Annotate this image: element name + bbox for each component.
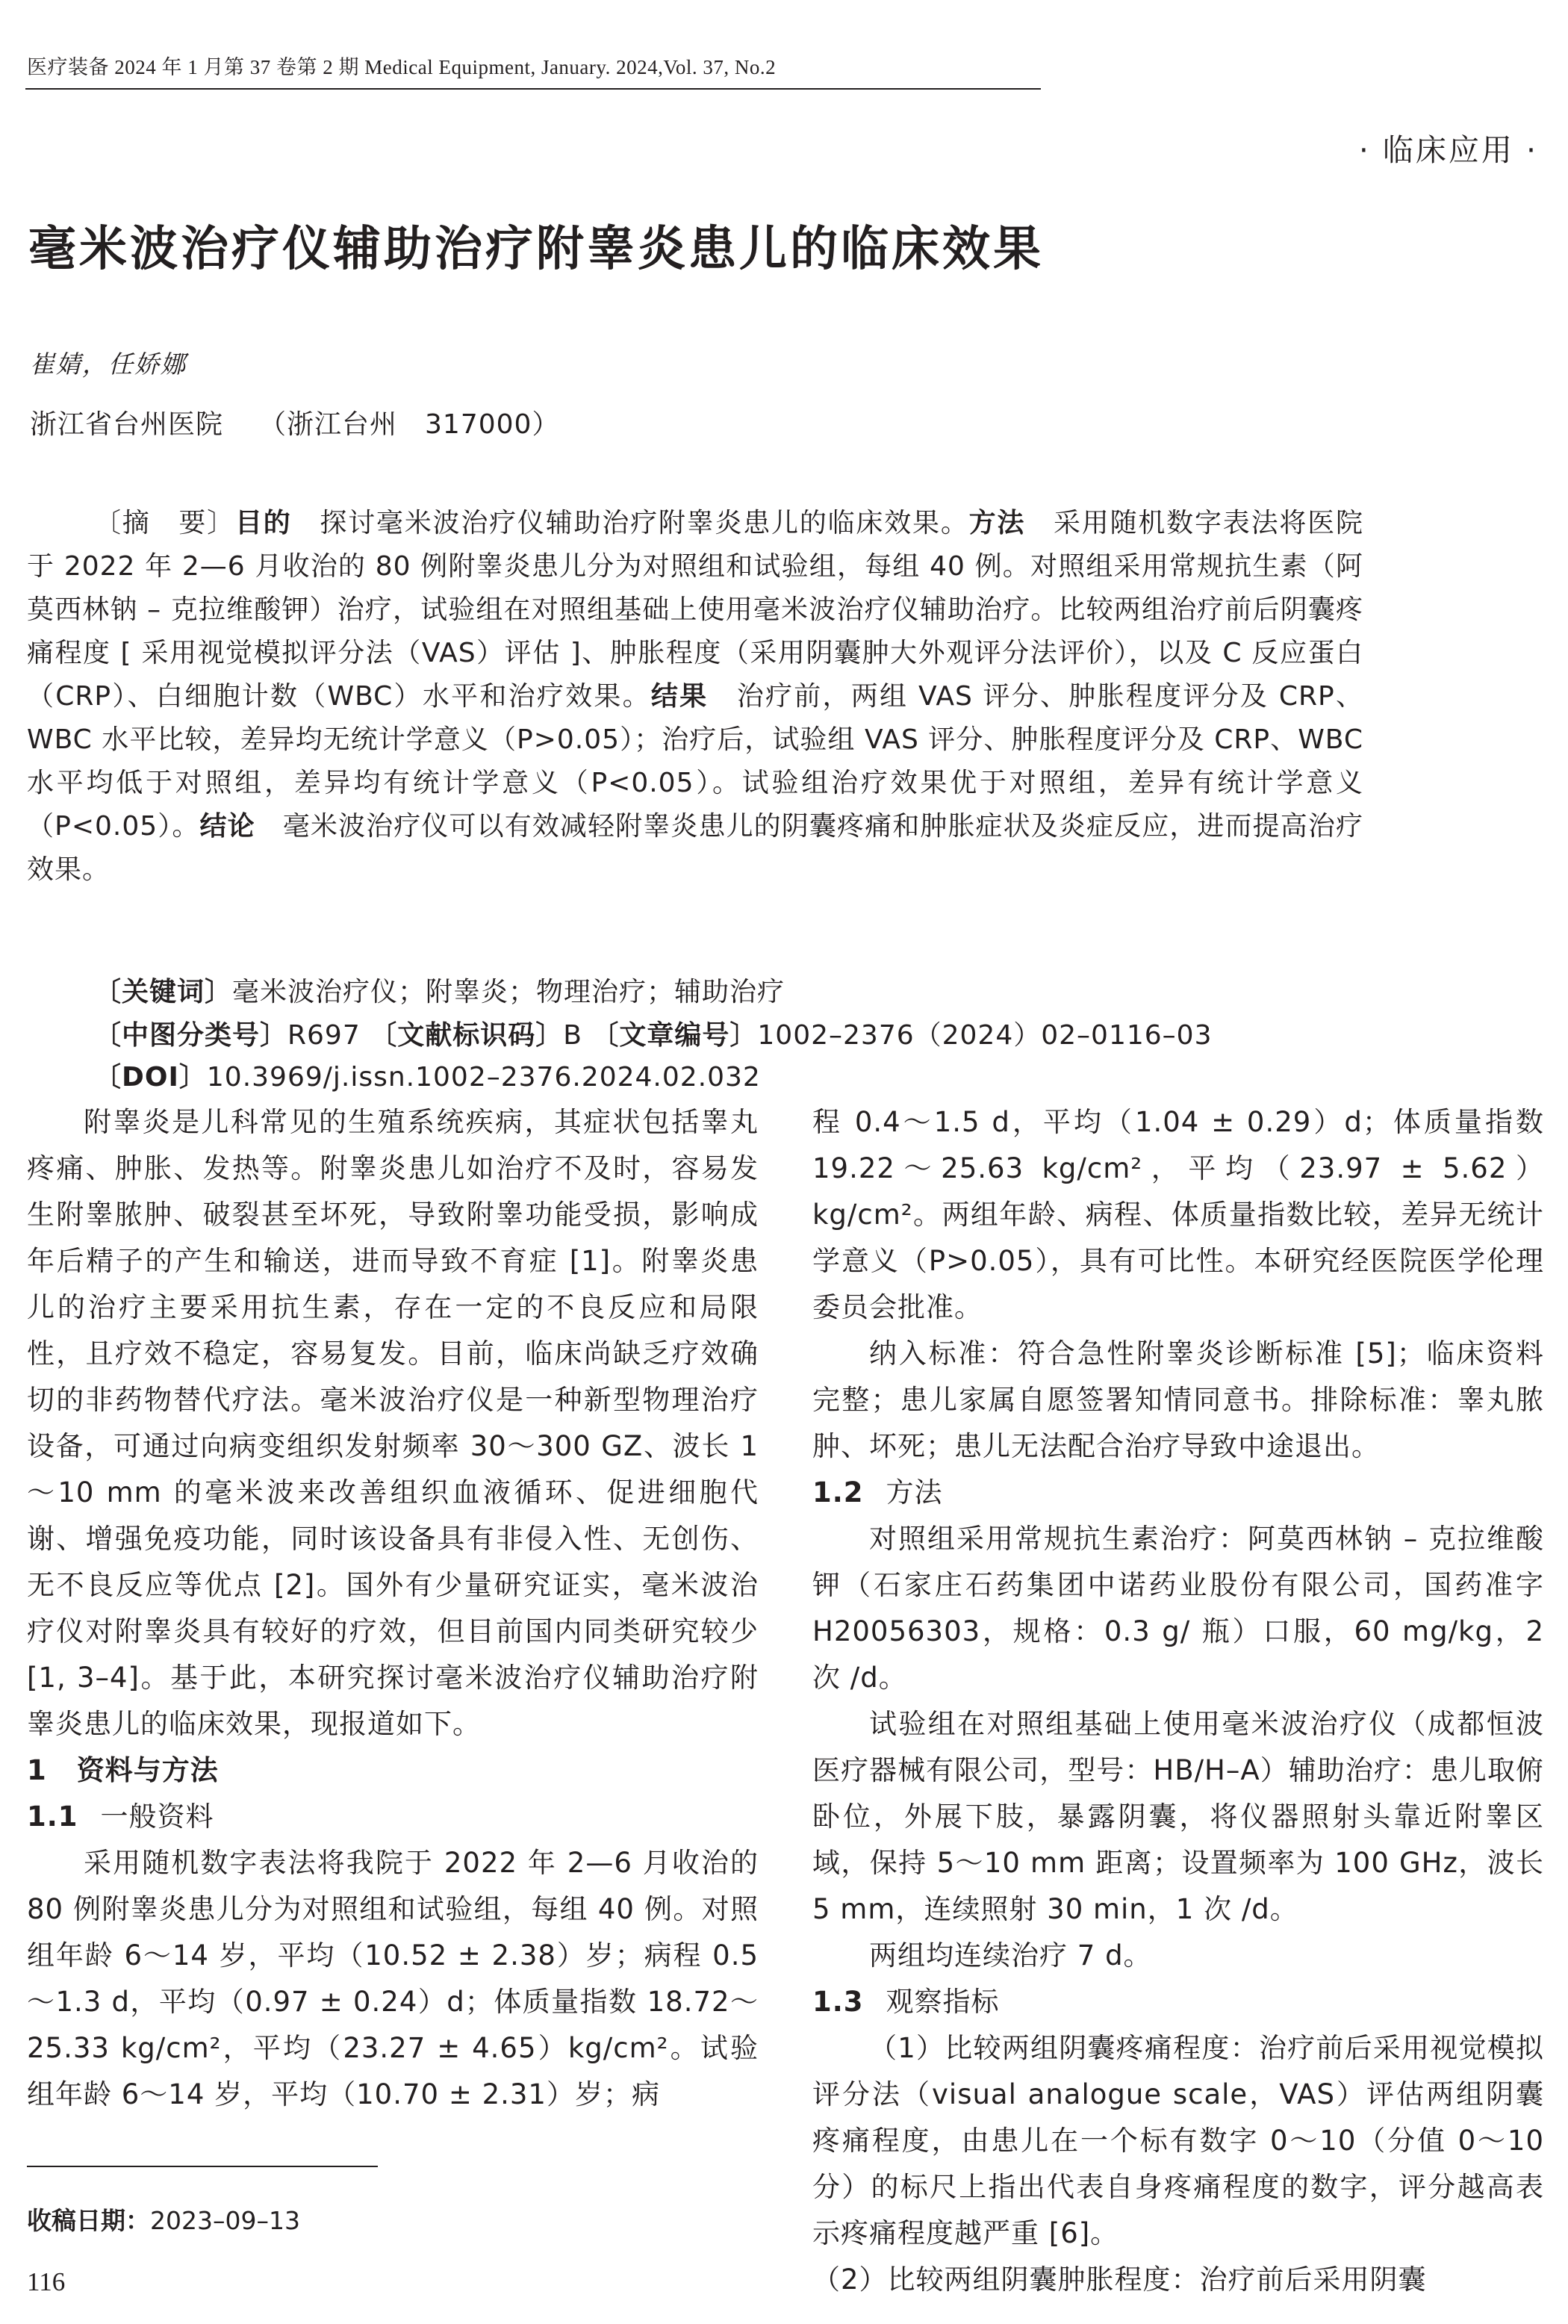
general-data-paragraph: 采用随机数字表法将我院于 2022 年 2—6 月收治的 80 例附睾炎患儿分为对照组和试验组，每组 40 例。对照组年龄 6～14 岁，平均（10.52 ± 2.38）岁；病程 0.5～1.3 d，平均（0.97 ± 0.24）d；体质量指数 18.72～25.33 kg/cm²，平均（23.27 ± 4.65）kg/cm²。试验组年龄 6～14 岁，平均（10.70 ± 2.31）岁；病 bbox=[27, 1847, 759, 2110]
abstract-label: 〔摘 要〕 bbox=[94, 508, 235, 538]
keywords-text: 毫米波治疗仪；附睾炎；物理治疗；辅助治疗 bbox=[232, 977, 785, 1007]
running-head: 医疗装备 2024 年 1 月第 37 卷第 2 期 Medical Equipment, January. 2024,Vol. 37, No.2 bbox=[27, 56, 777, 78]
clc-label: 〔中图分类号〕 bbox=[94, 1020, 288, 1051]
observation-paragraph-2: （2）比较两组阴囊肿胀程度：治疗前后采用阴囊 bbox=[812, 2264, 1427, 2296]
intro-paragraph: 附睾炎是儿科常见的生殖系统疾病，其症状包括睾丸疼痛、肿胀、发热等。附睾炎患儿如治疗不及时，容易发生附睾脓肿、破裂甚至坏死，导致附睾功能受损，影响成年后精子的产生和输送，进而导致不育症 [1]。附睾炎患儿的治疗主要采用抗生素，存在一定的不良反应和局限性，且疗效不稳定，容易复发。目前，临床尚缺乏疗效确切的非药物替代疗法。毫米波治疗仪是一种新型物理治疗设备，可通过向病变组织发射频率 30～300 GZ、波长 1～10 mm 的毫米波来改善组织血液循环、促进细胞代谢、增强免疫功能，同时该设备具有非侵入性、无创伤、无不良反应等优点 [2]。国外有少量研究证实，毫米波治疗仪对附睾炎具有较好的疗效，但目前国内同类研究较少 [1, 3–4]。基于此，本研究探讨毫米波治疗仪辅助治疗附睾炎患儿的临床效果，现报道如下。 bbox=[27, 1106, 759, 1740]
section-1-2-heading: 1.2 方法 bbox=[812, 1476, 943, 1509]
method-paragraph-1: 对照组采用常规抗生素治疗：阿莫西林钠 – 克拉维酸钾（石家庄石药集团中诺药业股份有限公司，国药准字 H20056303，规格：0.3 g/ 瓶）口服，60 mg/kg，2 次 /d。 bbox=[812, 1523, 1544, 1694]
left-column bbox=[27, 1099, 759, 2118]
results-label: 结果 bbox=[650, 681, 709, 712]
general-data-continued: 程 0.4～1.5 d，平均（1.04 ± 0.29）d；体质量指数 19.22～25.63 kg/cm²，平均（23.97 ± 5.62）kg/cm²。两组年龄、病程、体质量指数比较，差异无统计学意义（P>0.05），具有可比性。本研究经医院医学伦理委员会批准。 bbox=[812, 1106, 1544, 1323]
classification-line bbox=[94, 1014, 1212, 1052]
affiliation-address: （浙江台州 317000） bbox=[259, 409, 560, 440]
abstract-methods: 采用随机数字表法将医院于 2022 年 2—6 月收治的 80 例附睾炎患儿分为对照组和试验组，每组 40 例。对照组采用常规抗生素（阿莫西林钠 – 克拉维酸钾）治疗，试验组在对照组基础上使用毫米波治疗仪辅助治疗。比较两组治疗前后阴囊疼痛程度 [ 采用视觉模拟评分法（VAS）评估 ]、肿胀程度（采用阴囊肿大外观评分法评价），以及 C 反应蛋白（CRP）、白细胞计数（WBC）水平和治疗效果。 bbox=[27, 508, 1363, 712]
received-value: 2023–09–13 bbox=[150, 2206, 300, 2235]
doc-code-label: 〔文献标识码〕 bbox=[370, 1020, 564, 1051]
section-1-1-heading: 1.1 一般资料 bbox=[27, 1801, 214, 1833]
criteria-paragraph: 纳入标准：符合急性附睾炎诊断标准 [5]；临床资料完整；患儿家属自愿签署知情同意书。排除标准：睾丸脓肿、坏死；患儿无法配合治疗导致中途退出。 bbox=[812, 1337, 1544, 1462]
method-paragraph-3: 两组均连续治疗 7 d。 bbox=[869, 1939, 1152, 1972]
footnote-rule bbox=[27, 2166, 378, 2167]
section-tag: · 临床应用 · bbox=[1358, 132, 1538, 168]
doi-label: 〔DOI〕 bbox=[94, 1062, 207, 1093]
doi-value: 10.3969/j.issn.1002–2376.2024.02.032 bbox=[206, 1062, 761, 1093]
clc-value: R697 bbox=[287, 1020, 361, 1051]
conclusion-label: 结论 bbox=[199, 811, 255, 842]
method-paragraph-2: 试验组在对照组基础上使用毫米波治疗仪（成都恒波医疗器械有限公司，型号：HB/H–A）辅助治疗：患儿取俯卧位，外展下肢，暴露阴囊，将仪器照射头靠近附睾区域，保持 5～10 mm 距离；设置频率为 100 GHz，波长 5 mm，连续照射 30 min，1 次 /d。 bbox=[812, 1708, 1544, 1925]
keywords-label: 〔关键词〕 bbox=[94, 977, 233, 1007]
header-rule bbox=[25, 88, 1041, 90]
methods-label: 方法 bbox=[968, 508, 1026, 538]
section-1-heading: 1 资料与方法 bbox=[27, 1754, 219, 1786]
doi bbox=[94, 1056, 761, 1094]
received-label: 收稿日期： bbox=[27, 2206, 150, 2235]
article-number-value: 1002–2376（2024）02–0116–03 bbox=[757, 1020, 1213, 1051]
doc-code-value: B bbox=[563, 1020, 582, 1051]
affiliation-name: 浙江省台州医院 bbox=[30, 409, 224, 440]
abstract-objective: 探讨毫米波治疗仪辅助治疗附睾炎患儿的临床效果。 bbox=[291, 508, 969, 538]
received-date bbox=[27, 2202, 300, 2237]
authors: 崔婧，任娇娜 bbox=[30, 349, 187, 379]
objective-label: 目的 bbox=[234, 508, 292, 538]
abstract-results: 治疗前，两组 VAS 评分、肿胀程度评分及 CRP、WBC 水平比较，差异均无统计学意义（P>0.05）；治疗后，试验组 VAS 评分、肿胀程度评分及 CRP、WBC 水平均低于对照组，差异均有统计学意义（P<0.05）。试验组治疗效果优于对照组，差异有统计学意义（P<0.05）。 bbox=[27, 681, 1363, 842]
article-number-label: 〔文章编号〕 bbox=[591, 1020, 758, 1051]
affiliation bbox=[30, 403, 559, 441]
abstract-conclusion: 毫米波治疗仪可以有效减轻附睾炎患儿的阴囊疼痛和肿胀症状及炎症反应，进而提高治疗效果。 bbox=[27, 811, 1363, 885]
page-number: 116 bbox=[27, 2267, 66, 2296]
abstract bbox=[27, 502, 1363, 892]
section-1-3-heading: 1.3 观察指标 bbox=[812, 1986, 1000, 2018]
right-column bbox=[812, 1099, 1544, 2303]
observation-paragraph-1: （1）比较两组阴囊疼痛程度：治疗前后采用视觉模拟评分法（visual analogue scale，VAS）评估两组阴囊疼痛程度，由患儿在一个标有数字 0～10（分值 0～10 分）的标尺上指出代表自身疼痛程度的数字，评分越高表示疼痛程度越严重 [6]。 bbox=[812, 2032, 1544, 2249]
keywords bbox=[94, 971, 785, 1009]
article-title: 毫米波治疗仪辅助治疗附睾炎患儿的临床效果 bbox=[28, 222, 1044, 277]
